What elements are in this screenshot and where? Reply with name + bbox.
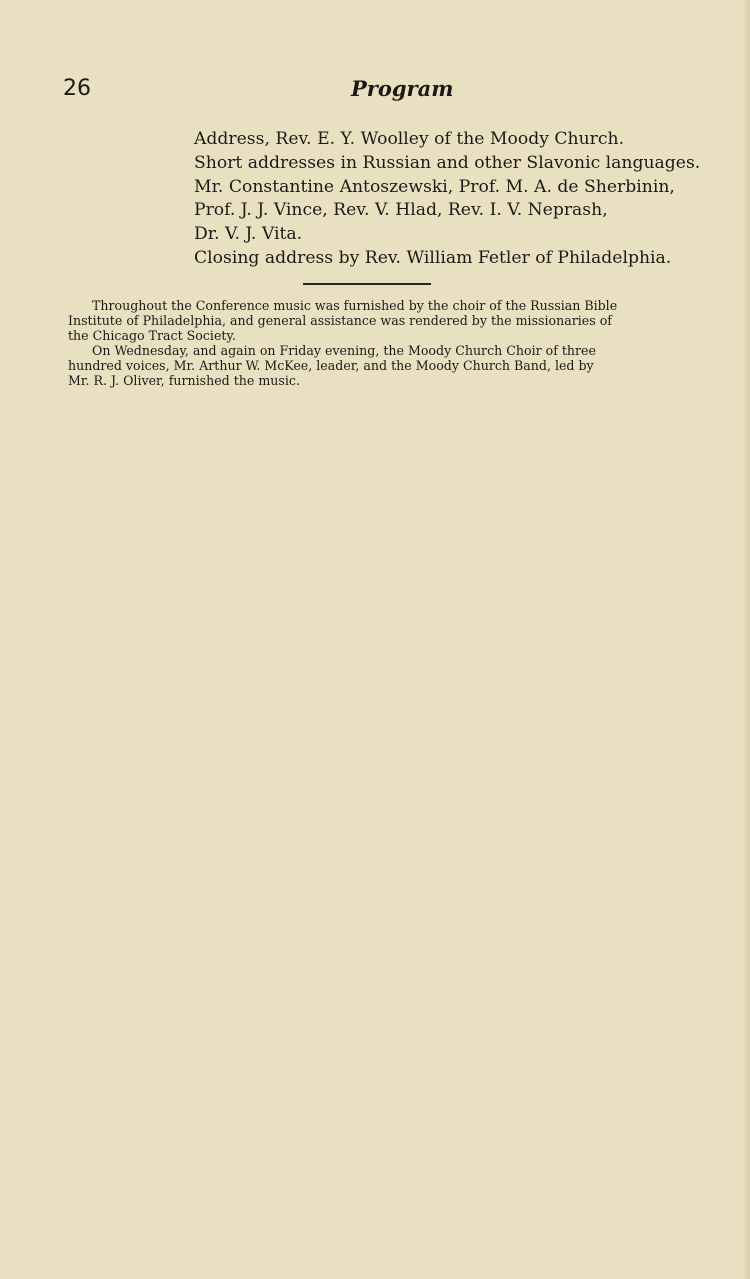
running-title: Program bbox=[351, 76, 454, 101]
note-line: Institute of Philadelphia, and general assistance was rendered by the missionaries of bbox=[68, 313, 612, 329]
note-line: hundred voices, Mr. Arthur W. McKee, leader, and the Moody Church Band, led by bbox=[68, 358, 594, 374]
page-header bbox=[63, 76, 663, 110]
program-line: Closing address by Rev. William Fetler of Philadelphia. bbox=[194, 247, 672, 268]
program-list bbox=[194, 128, 739, 271]
closing-notes bbox=[68, 298, 738, 389]
program-line: Dr. V. J. Vita. bbox=[194, 224, 303, 245]
section-divider bbox=[303, 283, 431, 285]
note-line: the Chicago Tract Society. bbox=[68, 328, 236, 344]
page-edge-shadow bbox=[742, 0, 750, 1279]
program-line: Mr. Constantine Antoszewski, Prof. M. A. de Sherbinin, bbox=[194, 176, 675, 197]
program-line: Address, Rev. E. Y. Woolley of the Moody Church. bbox=[194, 129, 625, 149]
note-line: On Wednesday, and again on Friday evening, the Moody Church Choir of three bbox=[92, 343, 596, 359]
note-line: Mr. R. J. Oliver, furnished the music. bbox=[68, 373, 300, 389]
program-line: Short addresses in Russian and other Slavonic languages. bbox=[194, 152, 701, 173]
program-line: Prof. J. J. Vince, Rev. V. Hlad, Rev. I. V. Neprash, bbox=[194, 200, 608, 221]
page-number: 26 bbox=[63, 76, 91, 101]
note-line: Throughout the Conference music was furnished by the choir of the Russian Bible bbox=[92, 298, 618, 313]
